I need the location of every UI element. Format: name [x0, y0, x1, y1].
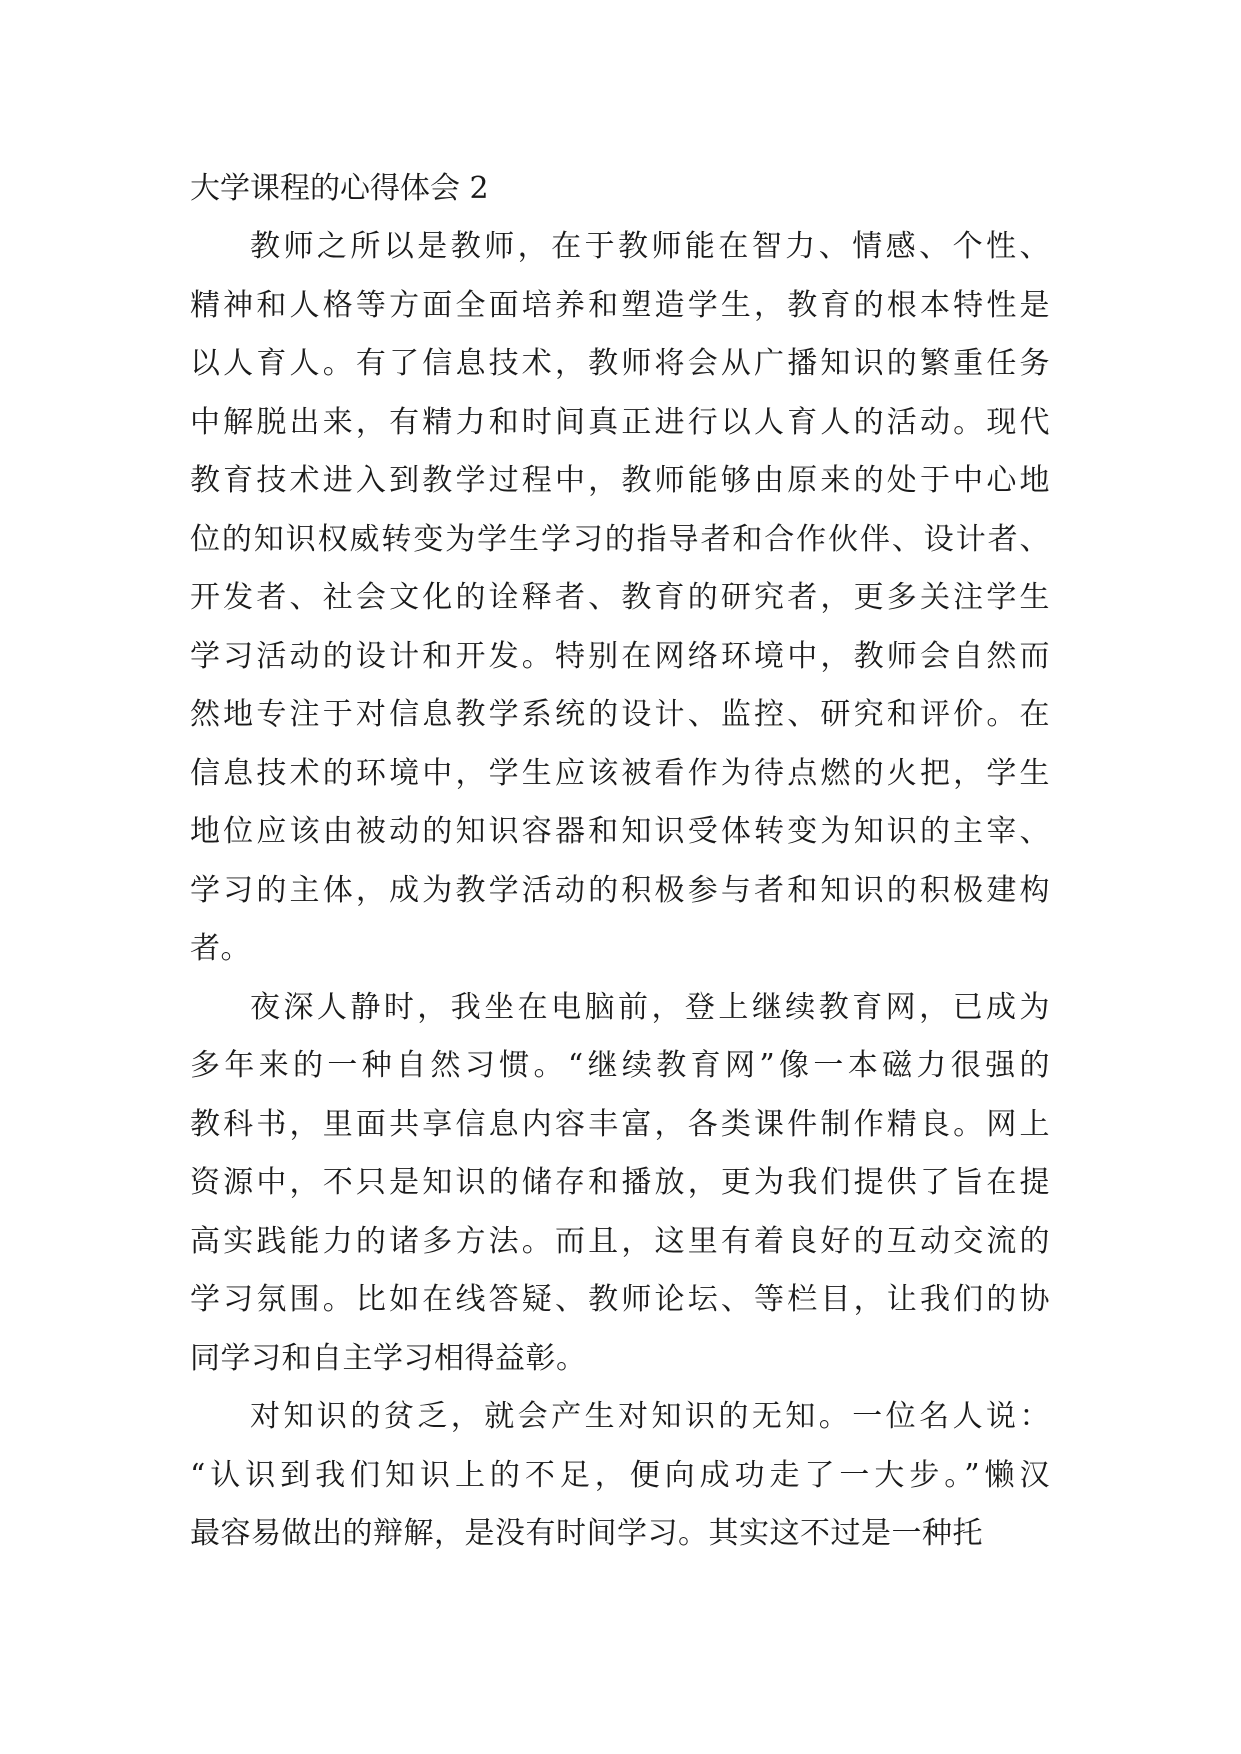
- paragraph-line: 开发者、社会文化的诠释者、教育的研究者，更多关注学生: [190, 580, 1050, 615]
- paragraph-line: 最容易做出的辩解，是没有时间学习。其实这不过是一种托: [190, 1516, 983, 1551]
- paragraph: [190, 218, 1050, 979]
- paragraph-line: 者。: [190, 931, 251, 966]
- paragraph-line: 以人育人。有了信息技术，教师将会从广播知识的繁重任务: [190, 346, 1050, 381]
- paragraph-line: 同学习和自主学习相得益彰。: [190, 1340, 587, 1376]
- paragraph-line: 中解脱出来，有精力和时间真正进行以人育人的活动。现代: [190, 404, 1050, 440]
- paragraph-line: 学习氛围。比如在线答疑、教师论坛、等栏目，让我们的协: [190, 1282, 1050, 1317]
- paragraph-line: 资源中，不只是知识的储存和播放，更为我们提供了旨在提: [190, 1165, 1050, 1200]
- paragraph-line: 然地专注于对信息教学系统的设计、监控、研究和评价。在: [190, 697, 1050, 732]
- paragraph: [190, 979, 1050, 1389]
- paragraph-line: 地位应该由被动的知识容器和知识受体转变为知识的主宰、: [190, 814, 1050, 849]
- paragraph-line: 对知识的贫乏，就会产生对知识的无知。一位名人说：: [250, 1399, 1050, 1434]
- document-title: 大学课程的心得体会 2: [190, 171, 489, 206]
- paragraph-line: 学习的主体，成为教学活动的积极参与者和知识的积极建构: [190, 872, 1050, 908]
- paragraph-line: 教师之所以是教师，在于教师能在智力、情感、个性、: [250, 229, 1050, 264]
- paragraph-container: [190, 218, 1050, 1564]
- paragraph-line: “认识到我们知识上的不足，便向成功走了一大步。”懒汉: [190, 1457, 1050, 1493]
- paragraph-line: 精神和人格等方面全面培养和塑造学生，教育的根本特性是: [190, 287, 1050, 323]
- paragraph-line: 学习活动的设计和开发。特别在网络环境中，教师会自然而: [190, 638, 1050, 674]
- paragraph: [190, 1388, 1050, 1564]
- paragraph-line: 多年来的一种自然习惯。“继续教育网”像一本磁力很强的: [190, 1048, 1050, 1083]
- paragraph-line: 教科书，里面共享信息内容丰富，各类课件制作精良。网上: [190, 1106, 1050, 1142]
- paragraph-line: 高实践能力的诸多方法。而且，这里有着良好的互动交流的: [190, 1223, 1050, 1259]
- paragraph-line: 教育技术进入到教学过程中，教师能够由原来的处于中心地: [190, 463, 1050, 498]
- paragraph-line: 位的知识权威转变为学生学习的指导者和合作伙伴、设计者、: [190, 521, 1050, 557]
- paragraph-line: 夜深人静时，我坐在电脑前，登上继续教育网，已成为: [250, 989, 1050, 1025]
- document-body: [190, 160, 1050, 1564]
- paragraph-line: 信息技术的环境中，学生应该被看作为待点燃的火把，学生: [190, 755, 1050, 791]
